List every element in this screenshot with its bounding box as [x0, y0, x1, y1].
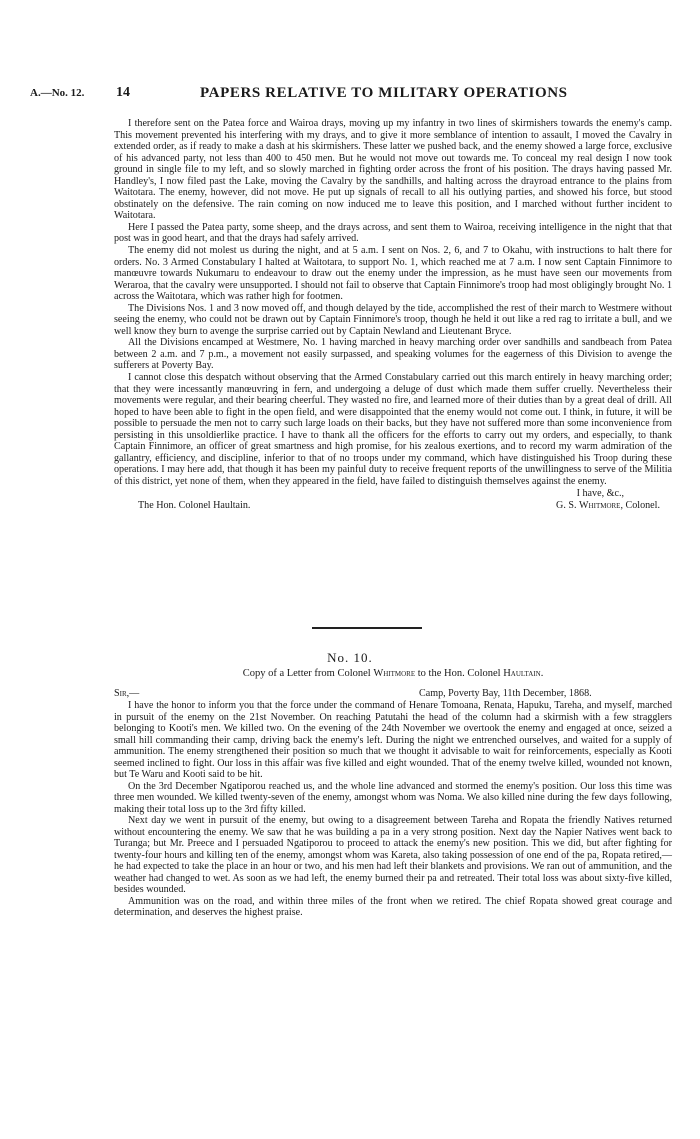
paragraph: All the Divisions encamped at Westmere, No. 1 having marched in heavy marching order over sandhills and sandbeach from Patea between 2 a.m. and 7 p.m., a movement not easily surpassed, and speaking volumes for the eagerness of this Division to avenge the sufferers at Poverty Bay.	[114, 337, 672, 372]
salutation-row	[114, 688, 672, 700]
page-header	[30, 87, 670, 107]
paragraph: I cannot close this despatch without observing that the Armed Constabulary carried out this march entirely in heavy marching order; that they were incessantly manœuvring in fern, and undergoing a deluge of dust which made them suffer cruelly. Nevertheless their movements were regular, and their bearing cheerful. They wasted no fire, and learned more of their duties than by a great deal of drill. All hoped to have been able to fight in the open field, and were disappointed that the enemy would not come out. I think, in future, it will be possible to persuade the men not to carry such large loads on their backs, but they have not suffered more than some inconvenience from persisting in this unsoldierlike practice. I have to thank all the officers for the efforts to carry out my orders, and especially, to thank Captain Finnimore, an officer of great smartness and high promise, for his zealous exertions, and to record my warm admiration of the gallantry, efficiency, and discipline, inferior to that of no troops under my command, which have distinguished his Troop during these operations. I may here add, that though it has been my painful duty to receive frequent reports of the unwillingness to serve of the Militia of this district, yet none of them, when they appeared in the field, have failed to distinguish themselves against the enemy.	[114, 372, 672, 487]
closing-row	[114, 488, 672, 500]
letter-body	[114, 688, 672, 919]
section-caption: Copy of a Letter from Colonel Whitmore to the Hon. Colonel Haultain.	[242, 668, 544, 679]
signature-row	[114, 500, 672, 512]
paragraph: I have the honor to inform you that the force under the command of Henare Tomoana, Renata, Hapuku, Tareha, and myself, marched in pursuit of the enemy on the 21st November. On reaching Patutahi the head of the column had a skirmish with a few stragglers belonging to Kooti's men. We killed two. On the evening of the 24th November we overtook the enemy and engaged at once, seized a small hill commanding their camp, driving back the enemy's left. During the night we entrenched ourselves, and waited for a supply of ammunition. The enemy strengthened their position so much that we thought it advisable to wait for reinforcements, especially as Kooti seemed inclined to fight. Our loss in this affair was five killed and eight wounded. That of the enemy twelve killed, wounded not known, but Te Waru and Kooti said to be hit.	[114, 700, 672, 780]
paragraph: Here I passed the Patea party, some sheep, and the drays across, and sent them to Wairoa, receiving intelligence in the night that that post was in good heart, and that the drays had safely arrived.	[114, 221, 672, 245]
paragraph: I therefore sent on the Patea force and Wairoa drays, moving up my infantry in two lines of skirmishers towards the enemy's camp. This movement prevented his interfering with my drays, and to give it more semblance of intention to assault, I moved the Cavalry in extended order, as if ready to make a dash at his skirmishers. These latter we pushed back, and the enemy showed a large force, exclusive of his advanced party, not less than 400 to 450 men. But he would not move out towards me. To conceal my real design I now took ground in single file to my left, and so slowly marched in fighting order across the front of his position. The drays having passed Mr. Handley's, I now filed past the Lake, moving the Cavalry by the sandhills, and halting across the drayroad entrance to the plains from Waitotara. The enemy, however, did not move. He put up signals of recall to all his outlying parties, and showed his force, but stood obstinately on the defensive. The rain coming on now induced me to leave this position, and I marched without further incident to Waitotara.	[114, 118, 672, 222]
despatch-body	[114, 118, 672, 512]
signature: G. S. Whitmore, Colonel.	[556, 499, 660, 511]
closing: I have, &c.,	[576, 487, 624, 499]
paragraph: Next day we went in pursuit of the enemy, but owing to a disagreement between Tareha and Ropata the friendly Natives returned without encountering the enemy. We saw that he was building a pa in a very strong position. Next day the Napier Natives went back to Turanga; but Mr. Preece and I persuaded Ngatiporou to proceed to attack the enemy's new position. This we did, but after fighting for twenty-four hours and killing ten of the enemy, amongst whom was Kareta, also taking possession of one end of the pa, Ropata retired,—he had expected to take the place in an hour or two, and his men had left their blankets and provisions. We ran out of ammunition, and the weather had changed to wet. As soon as we had left, the enemy burned their pa and retreated. Their total loss was about sixty-five killed, besides wounded.	[114, 815, 672, 895]
page-number: 14	[116, 85, 130, 100]
section-divider	[312, 627, 422, 629]
paragraph: On the 3rd December Ngatiporou reached us, and the whole line advanced and stormed the enemy's position. Our loss this time was three men wounded. We killed twenty-seven of the enemy, amongst whom was Noma. We also killed nine during the few days following, making their total loss up to the 3rd fifty killed.	[114, 780, 672, 815]
addressee: The Hon. Colonel Haultain.	[138, 499, 251, 511]
dateline: Camp, Poverty Bay, 11th December, 1868.	[419, 688, 592, 699]
paragraph: Ammunition was on the road, and within three miles of the front when we retired. The chief Ropata showed great courage and determination, and deserves the highest praise.	[114, 895, 672, 918]
paragraph: The Divisions Nos. 1 and 3 now moved off, and though delayed by the tide, accomplished the rest of their march to Westmere without seeing the enemy, who could not be drawn out by Captain Finnimore's troop, though he held it out like a red rag to irritate a bull, and we well know they burn to avenge the surprise carried out by Captain Newland and Lieutenant Bryce.	[114, 302, 672, 337]
paper-reference: A.—No. 12.	[30, 87, 85, 99]
running-title: PAPERS RELATIVE TO MILITARY OPERATIONS	[200, 85, 568, 101]
paragraph: The enemy did not molest us during the night, and at 5 a.m. I sent on Nos. 2, 6, and 7 to Okahu, with instructions to halt there for orders. No. 3 Armed Constabulary I halted at Waitotara, to support No. 1, which reached me at 7 a.m. I now sent Captain Finnimore to manœuvre towards Nukumaru to endeavour to draw out the enemy under the impression, as he must have seen our movements from Weraroa, that the cavalry were unsupported. I should not fail to observe that Captain Finnimore's troop had most obligingly brought No. 1 across the Waitotara, which was rather high for footmen.	[114, 245, 672, 303]
salutation: Sir,—	[114, 688, 140, 699]
section-number: No. 10.	[327, 650, 373, 665]
